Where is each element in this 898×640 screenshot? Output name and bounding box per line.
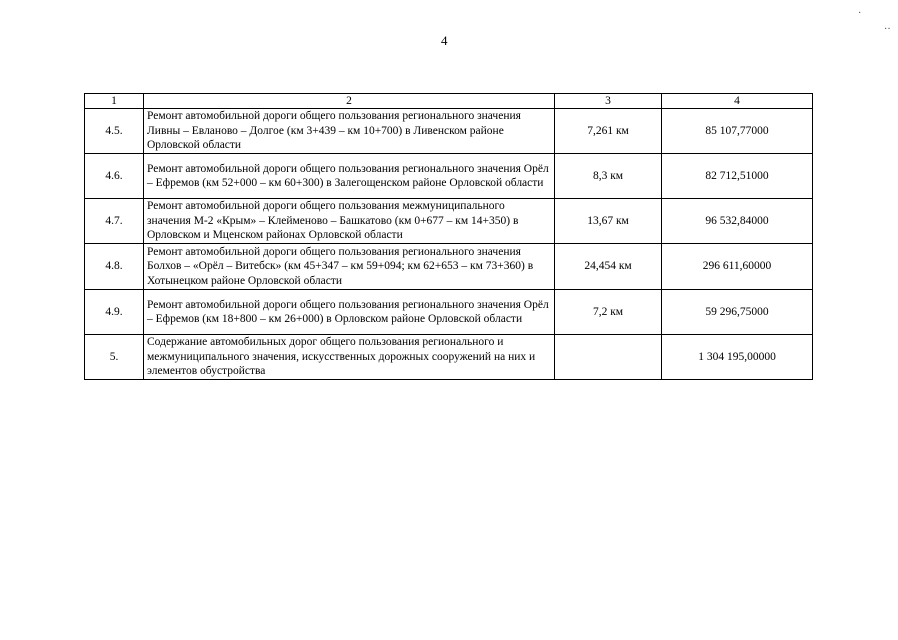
roads-table [84, 93, 813, 380]
row-length: 7,261 км [555, 109, 662, 154]
row-description: Ремонт автомобильной дороги общего пользования регионального значения Орёл – Ефремов (км 52+000 – км 60+300) в Залегощенском районе Орловской области [144, 154, 555, 199]
table-row [85, 109, 813, 154]
row-number: 5. [85, 335, 144, 380]
column-header: 2 [144, 94, 555, 109]
row-number: 4.7. [85, 199, 144, 244]
row-description: Содержание автомобильных дорог общего пользования регионального и межмуниципального значения, искусственных дорожных сооружений на них и элементов обустройства [144, 335, 555, 380]
row-length [555, 335, 662, 380]
row-amount: 85 107,77000 [662, 109, 813, 154]
row-amount: 59 296,75000 [662, 290, 813, 335]
column-header: 4 [662, 94, 813, 109]
row-length: 24,454 км [555, 244, 662, 290]
table-row [85, 335, 813, 380]
row-description: Ремонт автомобильной дороги общего пользования регионального значения Ливны – Евланово – Долгое (км 3+439 – км 10+700) в Ливенском районе Орловской области [144, 109, 555, 154]
row-description: Ремонт автомобильной дороги общего пользования регионального значения Орёл – Ефремов (км 18+800 – км 26+000) в Орловском районе Орловской области [144, 290, 555, 335]
table-row [85, 154, 813, 199]
row-number: 4.8. [85, 244, 144, 290]
table-row [85, 290, 813, 335]
scan-mark: · [858, 8, 862, 19]
column-header: 3 [555, 94, 662, 109]
row-amount: 96 532,84000 [662, 199, 813, 244]
row-number: 4.9. [85, 290, 144, 335]
table-row [85, 199, 813, 244]
row-description: Ремонт автомобильной дороги общего пользования регионального значения Болхов – «Орёл – Витебск» (км 45+347 – км 59+094; км 62+653 – км 73+360) в Хотынецком районе Орловской области [144, 244, 555, 290]
row-amount: 296 611,60000 [662, 244, 813, 290]
row-length: 13,67 км [555, 199, 662, 244]
page-number: 4 [441, 33, 448, 48]
row-length: 7,2 км [555, 290, 662, 335]
row-length: 8,3 км [555, 154, 662, 199]
row-description: Ремонт автомобильной дороги общего пользования межмуниципального значения М-2 «Крым» – Клейменово – Башкатово (км 0+677 – км 14+350) в Орловском и Мценском районах Орловской области [144, 199, 555, 244]
table-header-row [85, 94, 813, 109]
scan-mark: ·· [884, 24, 891, 35]
row-amount: 82 712,51000 [662, 154, 813, 199]
column-header: 1 [85, 94, 144, 109]
row-number: 4.6. [85, 154, 144, 199]
table-row [85, 244, 813, 290]
row-number: 4.5. [85, 109, 144, 154]
row-amount: 1 304 195,00000 [662, 335, 813, 380]
